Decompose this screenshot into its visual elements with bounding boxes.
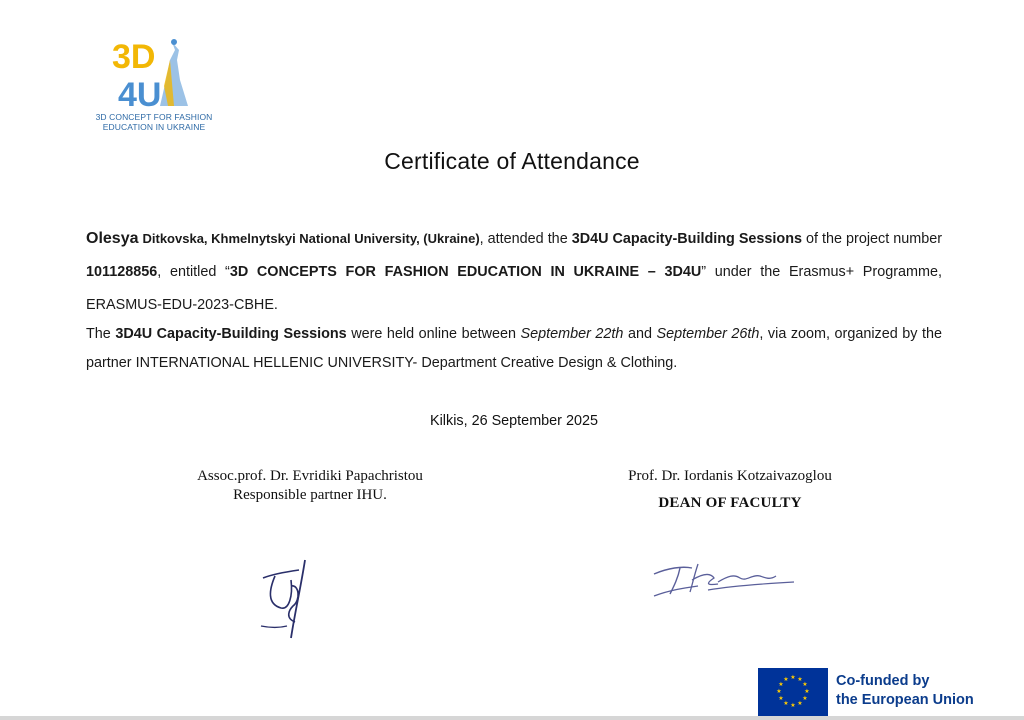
signatory-right: [580, 467, 880, 513]
text-fragment: were held online between: [346, 326, 521, 342]
svg-text:★: ★: [797, 676, 803, 683]
svg-text:★: ★: [778, 681, 784, 688]
signatory-right-name: Prof. Dr. Iordanis Kotzaivazoglou: [628, 468, 832, 484]
eu-flag-icon: [758, 668, 828, 716]
sessions-name: 3D4U Capacity-Building Sessions: [571, 231, 803, 247]
text-fragment: , via zoom, organized by the partner INTERNATIONAL HELLENIC UNIVERSITY- Department Creative Design & Clothing.: [86, 326, 942, 371]
3d4u-logo-mark-icon: [108, 36, 200, 110]
svg-text:★: ★: [783, 700, 789, 707]
svg-text:★: ★: [797, 700, 803, 707]
eu-badge-text: [836, 672, 974, 710]
svg-text:4U: 4U: [118, 76, 162, 110]
svg-text:3D: 3D: [112, 38, 156, 76]
text-fragment: , entitled “: [157, 264, 230, 280]
project-logo: [84, 36, 224, 136]
first-name: Olesya: [86, 230, 139, 247]
svg-text:★: ★: [790, 702, 796, 709]
eu-badge-line1: Co-funded by: [836, 673, 930, 689]
certificate-title: Certificate of Attendance: [384, 148, 640, 174]
end-date: September 26th: [656, 326, 760, 342]
signatory-right-role: DEAN OF FACULTY: [658, 495, 802, 511]
text-fragment: of the project number: [802, 231, 943, 247]
participant-details: Ditkovska, Khmelnytskyi National University, (Ukraine): [142, 231, 480, 246]
signatory-left: [160, 467, 460, 505]
svg-text:★: ★: [776, 688, 782, 695]
svg-text:★: ★: [804, 688, 810, 695]
signatory-left-name: Assoc.prof. Dr. Evridiki Papachristou: [197, 468, 423, 484]
certificate-body: [86, 222, 942, 378]
start-date: September 22th: [520, 326, 624, 342]
logo-caption-line1: 3D CONCEPT FOR FASHION: [95, 112, 213, 122]
eu-badge-line2: the European Union: [836, 692, 974, 708]
text-fragment: ” under the Erasmus+ Programme, ERASMUS-EDU-2023-CBHE.: [86, 264, 942, 313]
svg-text:★: ★: [802, 695, 808, 702]
place-and-date: Kilkis, 26 September 2025: [430, 413, 598, 429]
project-number: 101128856: [86, 264, 158, 280]
sessions-paragraph: [86, 320, 942, 378]
page-bottom-edge: [0, 716, 1024, 720]
text-fragment: The: [86, 326, 116, 342]
signature-right-icon: [648, 556, 798, 600]
eu-cofunded-badge: [758, 668, 998, 716]
logo-caption: [84, 112, 224, 132]
svg-text:★: ★: [783, 676, 789, 683]
svg-text:★: ★: [778, 695, 784, 702]
sessions-name: 3D4U Capacity-Building Sessions: [115, 326, 347, 342]
text-fragment: , attended the: [479, 231, 572, 247]
logo-caption-line2: EDUCATION IN UKRAINE: [102, 122, 206, 132]
signature-left-icon: [255, 556, 315, 640]
svg-text:★: ★: [802, 681, 808, 688]
svg-text:★: ★: [790, 674, 796, 681]
signatory-left-role: Responsible partner IHU.: [233, 487, 387, 503]
text-fragment: and: [623, 326, 657, 342]
project-title: 3D CONCEPTS FOR FASHION EDUCATION IN UKRAINE – 3D4U: [229, 264, 702, 280]
attendance-paragraph: [86, 222, 942, 322]
